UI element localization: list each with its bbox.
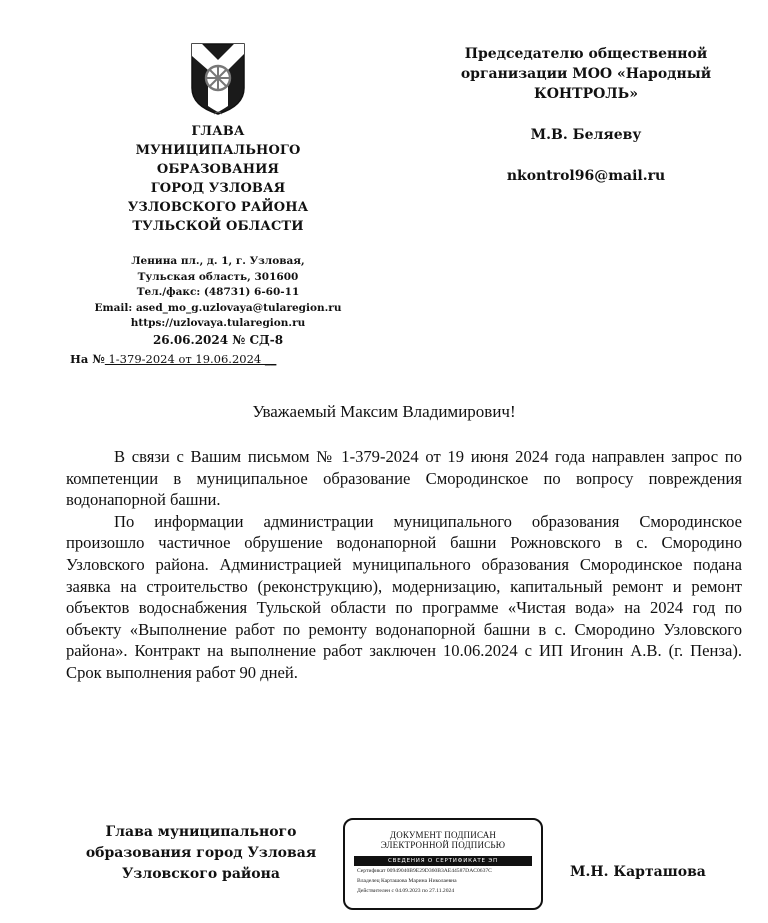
org-line: ГОРОД УЗЛОВАЯ [150,181,286,196]
org-line: ГЛАВА [191,124,245,139]
body-paragraph: По информации администрации муниципального образования Смородинское произошло частичное обрушение водонапорной башни Рожновского в с. Смородино Узловского района. Администрацией муниципального образования Смородинское подана заявка на строительство (реконструкцию), модернизацию, капитальный ремонт и ремонт объектов водоснабжения Тульской области по программе «Чистая вода» на 2024 год по объекту «Выполнение работ по ремонту водонапорной башни в с. Смородино Узловского района». Контракт на выполнение работ заключен 10.06.2024 с ИП Игонин А.В. (г. Пенза). Срок выполнения работ 90 дней. [66,511,742,682]
org-line: МУНИЦИПАЛЬНОГО [135,143,301,158]
email-link[interactable]: Email: ased_mo_g.uzlovaya@tularegion.ru [94,301,342,314]
website-link[interactable]: https://uzlovaya.tularegion.ru [130,317,306,329]
signatory-title-line: Узловского района [122,866,280,882]
address-line: Ленина пл., д. 1, г. Узловая, [131,255,305,267]
stamp-validity: Действителен с 04.09.2023 по 27.11.2024 [357,888,455,894]
phone: Тел./факс: (48731) 6-60-11 [136,286,300,298]
org-line: ТУЛЬСКОЙ ОБЛАСТИ [132,219,304,234]
stamp-title-line: ЭЛЕКТРОННОЙ ПОДПИСЬЮ [380,840,506,850]
letter-body [66,446,742,684]
reference-line [70,352,276,366]
recipient-line: Председателю общественной [464,46,708,62]
org-line: УЗЛОВСКОГО РАЙОНА [127,200,309,215]
greeting: Уважаемый Максим Владимирович! [252,402,516,421]
sender-contacts [88,254,348,348]
body-paragraph: В связи с Вашим письмом № 1-379-2024 от 19 июня 2024 года направлен запрос по компетенции в муниципальное образование Смородинское по вопросу повреждения водонапорной башни. [66,447,742,510]
document-date-number: 26.06.2024 № СД-8 [152,332,284,347]
signatory-title-line: Глава муниципального [105,824,297,840]
signatory-name: М.Н. Карташова [570,864,706,880]
stamp-title-line: ДОКУМЕНТ ПОДПИСАН [389,830,497,840]
reference-value: 1-379-2024 от 19.06.2024 __ [104,352,277,366]
stamp-title [345,830,541,850]
coat-of-arms-icon [188,40,248,118]
recipient-block [446,44,726,186]
sender-org-title [88,122,348,236]
org-line: ОБРАЗОВАНИЯ [156,162,280,177]
address-line: Тульская область, 301600 [137,270,299,283]
recipient-line: организации МОО «Народный [460,66,712,82]
signatory-title [70,822,332,885]
signatory-title-line: образования город Узловая [85,845,317,861]
e-signature-stamp [343,818,543,910]
stamp-certificate: Сертификат 00949040B9E29D360B3AE44587DAC0637C [357,868,492,874]
recipient-line: КОНТРОЛЬ» [534,86,638,102]
sender-block [88,40,348,348]
reference-prefix: На № [70,352,105,366]
stamp-owner: Владелец Карташова Марина Николаевна [357,878,457,884]
recipient-email-link[interactable]: nkontrol96@mail.ru [506,168,666,184]
stamp-certificate-bar: СВЕДЕНИЯ О СЕРТИФИКАТЕ ЭП [354,856,532,866]
recipient-name: М.В. Беляеву [530,127,642,143]
